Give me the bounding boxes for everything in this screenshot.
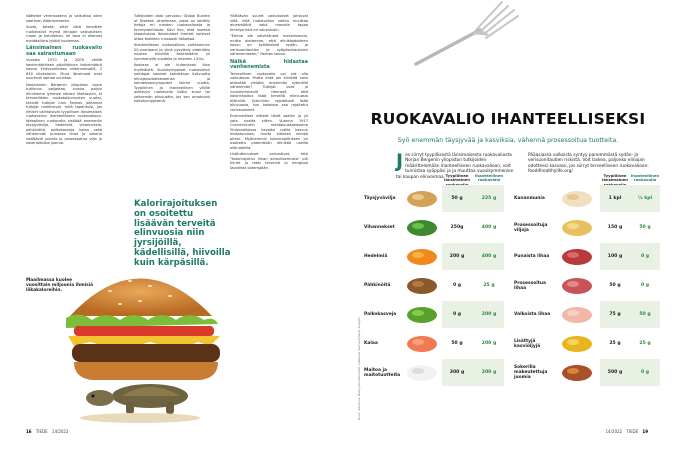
col3-paragraph: "Emme ole selvittäneet mekanismeja, mutta oletamme, että elinikäodotteen kasvu on kytköksissä sydän- ja verisuonitautien ja syöpäsairauksien vähenemiseen," Fadnes sanoo.	[230, 34, 308, 56]
col1-paragraph: Vuosien 1970 ja 2009 välillä keskimääräisen päivittäinen kalorimäärit kasvoi Yhdysvalloissa viidenneksellä, 2 630 kilokaloriin. Muut länsimaat ovat suurenet samaa suuntaa.	[26, 58, 102, 81]
col1-lead-text: säätelee verensokeria ja vaikuttaa siten saerman ikääntymiseen.	[26, 14, 102, 23]
issue-number: 14/2022	[51, 429, 69, 434]
table-row	[364, 301, 660, 328]
food-label-right: Prosessoituja viljoja	[514, 222, 548, 233]
typical-value-left: 300 g	[449, 370, 465, 375]
magazine-name: TIEDE	[626, 429, 639, 434]
page-number: 19	[642, 429, 648, 434]
typical-value-right: 50 g	[609, 283, 621, 288]
food-label-right: Kananmunia	[514, 196, 545, 201]
food-label-right: Punaista lihaa	[514, 254, 550, 259]
soda-icon	[558, 362, 596, 383]
photo-credit: Kuva: Adrienne Hasby/Shutterstock, Lakeside Gerhard/Getty Images	[357, 317, 361, 420]
ideal-value-right: 50 g	[639, 225, 651, 230]
article-column-3	[230, 14, 308, 402]
food-label-right: Prosessoitua lihaa	[514, 280, 546, 291]
ideal-value-right: 0 g	[640, 370, 650, 375]
infographic-title: RUOKAVALIO IHANTEELLISEKSI	[364, 103, 652, 135]
salmon-icon	[404, 333, 440, 354]
table-row	[364, 243, 660, 270]
egg-icon	[558, 188, 596, 209]
ideal-value-left: 200 g	[481, 341, 497, 346]
footer-right	[605, 429, 648, 434]
page-number: 16	[26, 429, 32, 434]
chicken-icon	[558, 304, 596, 325]
food-label-left: Täysjyvävilja	[364, 196, 396, 201]
milk-icon	[404, 362, 440, 383]
typical-value-right: 150 g	[607, 225, 623, 230]
col2-paragraph: Ihanteelliseen ruokavalioon vaihtaminen 20-vuotiaana ja siinä pysyttely pidentäisi naisten elinikää keskimäärin yli kymmenellä vuodella ja miesten 13:lla.	[134, 43, 210, 61]
col3-paragraph: Lisätutkimukset vahvistivat, että "kalorirajoitus ilman aliravitsemusta" piti hiiriet ja rotat terveinä ja hengissä tavallista pidempään.	[230, 152, 308, 170]
walnut-icon	[404, 275, 440, 296]
header-ideal-left: Ihanteellinen ruokavalio	[474, 173, 504, 183]
sausage-icon	[558, 275, 596, 296]
food-label-left: Maitoa ja maitotuotteita	[364, 367, 401, 378]
ideal-value-left: 225 g	[481, 196, 497, 201]
fork-illustration	[410, 0, 520, 70]
table-row	[364, 330, 660, 357]
food-label-left: Palkokasveja	[364, 312, 397, 317]
oil-icon	[558, 333, 596, 354]
col1-paragraph: Norjalainen Bergenin yliopiston tuore tutkimus paljastaa, kuinka paljon eliniämme lyhenee näiden lihottavien, ei terveellisten ruokatottumusten vuoksi, tekivät tutkijat Lars Fadnes johtamat tutkijat mallinsivat, mitä tapahtuisi, jos ilmiset vaihtaisivat tyypillisen länsimaisen ruokavalion ihanteelliseen ruokavalioon. Ideaalinen ruokavalio sisältää enemmän täysjyvävilja, hedelmiä, vihanneksia, pähkinöitä, palkokasveja kalaa sekä vähemmän punaista lihaa ja sokeria sisältäviä juomia ja prosessoitua vilja ja sokeripitoisia juomia.	[26, 82, 102, 146]
peas-icon	[404, 304, 440, 325]
col3-paragraph: Yllättävän suuret vaikutukset johtuvat siitä, että ruokavalion vaihto muuttaa ainesmäärä sekä monella tapaa terveysriskit eri sairauksiin.	[230, 14, 308, 32]
food-label-right: Sokerilla makeutettuja juomia	[514, 365, 548, 380]
col1-paragraph: Vuoto, toteta, ettei sittä ilmoittee ruokavaliot mymä elinajan vaikutuksen ruoan ja kotuilehan, eli tasa ei ollenast maiddollista lykätä kuolemaa.	[26, 25, 102, 43]
col1-heading: Länsimainen ruokavalio saa sairastumaan	[26, 45, 102, 57]
ideal-value-right: ½ kpl	[637, 196, 653, 201]
ideal-value-right: 50 g	[639, 312, 651, 317]
header-typical-left: Tyypillinen länsimainen	[444, 173, 470, 183]
pasta-icon	[558, 217, 596, 238]
magazine-name: TIEDE	[35, 429, 48, 434]
issue-number: 14/2022	[605, 429, 623, 434]
ideal-value-left: 200 g	[481, 312, 497, 317]
food-label-left: Hedelmiä	[364, 254, 388, 259]
ideal-value-left: 400 g	[481, 254, 497, 259]
ideal-value-right: 25 g	[639, 341, 651, 346]
col2-paragraph: Tutkijoiden data perustuu Global Burden of Disease -ohjelmaan, jossa on kerätty tietoja eri maiden ruokavalioista ja terveydentilasta. Kävi ilmi, että useissa tapauksissa länsimaiset ihmiset voisivat ottaa itselleen runsaasti lisäaikaa.	[134, 14, 210, 41]
food-label-left: Kalaa	[364, 341, 378, 346]
ideal-value-right: 0 g	[640, 254, 650, 259]
typical-value-right: 100 g	[607, 254, 623, 259]
burger-tortoise-photo	[30, 246, 230, 426]
ideal-value-left: 400 g	[481, 225, 497, 230]
typical-value-left: 0 g	[452, 283, 462, 288]
cucumber-icon	[404, 217, 440, 238]
typical-value-right: 25 g	[609, 341, 621, 346]
drop-cap: J	[396, 150, 404, 172]
ideal-value-left: 200 g	[481, 370, 497, 375]
grain-icon	[404, 188, 440, 209]
article-column-2	[134, 14, 210, 194]
typical-value-right: 75 g	[609, 312, 621, 317]
table-row	[364, 359, 660, 386]
typical-value-right: 500 g	[607, 370, 623, 375]
infographic-subtitle: Syö enemmän täysjyvää ja kasviksia, vähennä prosessoitua tuotteita.	[397, 137, 619, 144]
intro-left-text: os siirryt tyypillisestä länsimaisesta ruokavaliosta Norjan Bergenin yliopiston tutkijoiden määrittelemään ihanteelliseen ruokavalioon, voit tunnistaa syöppäsi ja ja muuttaa vuosikymmenien tai kaupan elinvoimaa.	[396, 153, 514, 180]
photo-caption: Maailmassa kuolee vuosittain miljoonia ihmisiä liikakaloreihin.	[26, 278, 94, 294]
typical-value-left: 50 g	[451, 196, 463, 201]
article-column-1	[26, 14, 102, 268]
orange-icon	[404, 246, 440, 267]
col3-paragraph: Terveellinen ruokavalio voi siis olla vaikuttava. Mutta entä jos elinikää voisi pidentää vieläkin enemmän syömällä vähemmän? Tutkijat ovat jo vuosikymmeniä tienneet, että kalorirajoitus lisää terveitä elinvuosia eläimillä. Syöminen rajoitetusti lisää elinvuosia, kun kokeissa saa rajoitetut ravintoaineet.	[230, 71, 308, 112]
footer-left	[26, 429, 69, 434]
col2-paragraph: Koskaan ei ole kuitenkaan liian myöhäistä. Kuusikymppiset ruokavalion vaihtajat saisivat kahdeksan lisävuotta elinajanodotteeseensa ja kahdeksankymppiset kolme vuotta. Tyypillinen ja ihanteellinen välille asettuva ruokavalio lisäisi kuusi tai seitsemän elinvuotta, jos sen omaksuisi kaksikymppisenä.	[134, 63, 210, 103]
food-label-right: Lisättyjä kasviöljyjä	[514, 338, 541, 349]
intro-right: Pääasiassa valkoista syntyy panemmästä sydän- ja verisuonitautien riskistä. Voit laskea, paljonko elinajan odotteesi kasvaisi, jos siirryt terveelliseen ruokavalioon: food4healthylife.org/	[528, 153, 649, 175]
typical-value-left: 250g	[450, 225, 464, 230]
header-typical-right: Tyypillinen länsimainen	[602, 173, 628, 183]
table-row	[364, 272, 660, 299]
food-label-right: Valkoista lihaa	[514, 312, 551, 317]
food-label-left: Pähkinöitä	[364, 283, 391, 288]
header-ideal-right: Ihanteellinen ruokavalio	[630, 173, 660, 183]
ideal-value-left: 25 g	[483, 283, 495, 288]
typical-value-right: 1 kpl	[608, 196, 622, 201]
ideal-value-right: 0 g	[640, 283, 650, 288]
typical-value-left: 200 g	[449, 254, 465, 259]
table-row	[364, 185, 660, 212]
col3-heading: Nälkä hidastaa vanhenemista	[230, 58, 308, 71]
table-row	[364, 214, 660, 241]
typical-value-left: 0 g	[452, 312, 462, 317]
food-label-left: Vihannekset	[364, 225, 395, 230]
steak-icon	[558, 246, 596, 267]
typical-value-left: 50 g	[451, 341, 463, 346]
pull-quote: Kalorirajoituksen on osoitettu lisäävän terveitä elinvuosia niin jyrsijöillä, kädellisillä, hiivoilla kuin kärpäsillä.	[134, 199, 231, 268]
col3-paragraph: Ensimmäiset viitteet tästä saatiin jo yli sata vuotta sitten. Vuonna 1917 Connecticutin maatalouskoeasema Yhdysvalloissa havaitsi rotilla kasvun hidastumisen, mutta eläinten elinikä piteni. Myöhemmin kalorirajoituksen on osoitettu pidentävän elinikää useilla eläinlajeilla.	[230, 114, 308, 150]
